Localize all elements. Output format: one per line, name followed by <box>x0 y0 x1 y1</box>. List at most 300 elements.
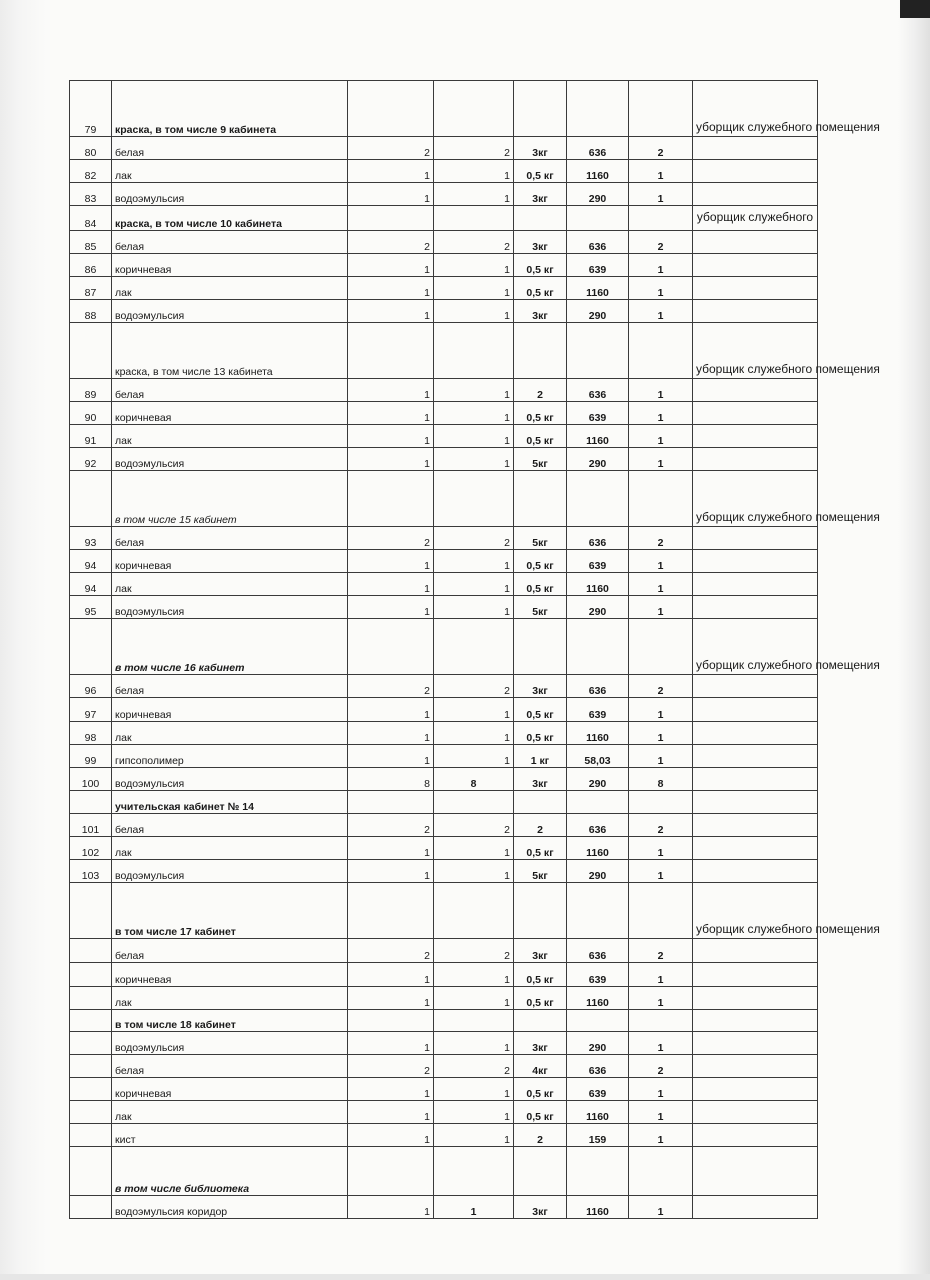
unit-cell: 5кг <box>514 596 567 619</box>
price-cell: 636 <box>567 814 629 837</box>
item-name-cell: белая <box>112 379 348 402</box>
item-name-cell: лак <box>112 837 348 860</box>
price-cell: 290 <box>567 768 629 791</box>
responsible-cell <box>693 231 818 254</box>
quantity-planned-cell: 1 <box>348 1078 434 1101</box>
price-cell: 639 <box>567 1078 629 1101</box>
unit-cell: 0,5 кг <box>514 722 567 745</box>
responsible-cell <box>693 860 818 883</box>
unit-cell: 4кг <box>514 1055 567 1078</box>
table-row <box>70 1196 818 1219</box>
price-cell <box>567 883 629 939</box>
price-cell: 58,03 <box>567 745 629 768</box>
quantity-issued-cell: 2 <box>629 137 693 160</box>
unit-cell: 3кг <box>514 183 567 206</box>
row-number-cell: 89 <box>70 379 112 402</box>
row-number-cell: 94 <box>70 550 112 573</box>
row-number-cell: 97 <box>70 698 112 722</box>
quantity-planned-cell: 1 <box>348 860 434 883</box>
quantity-issued-cell: 1 <box>629 596 693 619</box>
item-name-cell: белая <box>112 1055 348 1078</box>
unit-cell <box>514 471 567 527</box>
quantity-issued-cell: 1 <box>629 1124 693 1147</box>
row-number-cell: 95 <box>70 596 112 619</box>
quantity-issued-cell <box>629 1147 693 1196</box>
quantity-issued-cell: 1 <box>629 448 693 471</box>
price-cell: 290 <box>567 596 629 619</box>
quantity-planned-cell: 1 <box>348 1032 434 1055</box>
materials-table <box>69 80 880 1219</box>
price-cell: 1160 <box>567 722 629 745</box>
price-cell: 639 <box>567 963 629 987</box>
quantity-issued-cell: 2 <box>629 675 693 698</box>
unit-cell: 3кг <box>514 768 567 791</box>
price-cell: 1160 <box>567 987 629 1010</box>
row-number-cell: 84 <box>70 206 112 231</box>
quantity-planned-cell: 1 <box>348 596 434 619</box>
quantity-issued-cell: 2 <box>629 939 693 963</box>
table-row <box>70 745 818 768</box>
quantity-needed-cell <box>434 1147 514 1196</box>
item-name-cell: краска, в том числе 10 кабинета <box>112 206 348 231</box>
item-name-cell: коричневая <box>112 698 348 722</box>
unit-cell: 0,5 кг <box>514 425 567 448</box>
item-name-cell: коричневая <box>112 254 348 277</box>
table-row <box>70 300 818 323</box>
quantity-needed-cell: 1 <box>434 698 514 722</box>
quantity-needed-cell: 2 <box>434 527 514 550</box>
table-row <box>70 471 818 527</box>
unit-cell: 2 <box>514 814 567 837</box>
quantity-needed-cell: 1 <box>434 722 514 745</box>
quantity-issued-cell: 2 <box>629 1055 693 1078</box>
quantity-needed-cell: 1 <box>434 1078 514 1101</box>
responsible-cell <box>693 277 818 300</box>
price-cell: 636 <box>567 379 629 402</box>
quantity-needed-cell: 1 <box>434 745 514 768</box>
price-cell: 159 <box>567 1124 629 1147</box>
quantity-planned-cell: 1 <box>348 1196 434 1219</box>
row-number-cell <box>70 1055 112 1078</box>
price-cell: 639 <box>567 402 629 425</box>
unit-cell: 2 <box>514 1124 567 1147</box>
quantity-needed-cell <box>434 791 514 814</box>
quantity-needed-cell: 2 <box>434 137 514 160</box>
item-name-cell: коричневая <box>112 402 348 425</box>
unit-cell: 0,5 кг <box>514 160 567 183</box>
quantity-issued-cell: 1 <box>629 1078 693 1101</box>
quantity-needed-cell <box>434 81 514 137</box>
price-cell <box>567 206 629 231</box>
row-number-cell: 80 <box>70 137 112 160</box>
price-cell: 636 <box>567 1055 629 1078</box>
unit-cell: 5кг <box>514 448 567 471</box>
quantity-issued-cell: 1 <box>629 722 693 745</box>
responsible-cell <box>693 1078 818 1101</box>
table-row <box>70 323 818 379</box>
price-cell: 290 <box>567 448 629 471</box>
item-name-cell: лак <box>112 573 348 596</box>
unit-cell: 0,5 кг <box>514 277 567 300</box>
item-name-cell: коричневая <box>112 963 348 987</box>
row-number-cell <box>70 987 112 1010</box>
item-name-cell: в том числе 17 кабинет <box>112 883 348 939</box>
responsible-cell <box>693 425 818 448</box>
responsible-cell <box>693 939 818 963</box>
unit-cell: 0,5 кг <box>514 837 567 860</box>
quantity-issued-cell: 2 <box>629 527 693 550</box>
item-name-cell: краска, в том числе 9 кабинета <box>112 81 348 137</box>
quantity-planned-cell: 1 <box>348 722 434 745</box>
scan-corner-mark <box>900 0 930 18</box>
responsible-cell <box>693 160 818 183</box>
unit-cell: 3кг <box>514 675 567 698</box>
responsible-cell <box>693 1101 818 1124</box>
unit-cell <box>514 791 567 814</box>
price-cell: 290 <box>567 860 629 883</box>
unit-cell: 0,5 кг <box>514 573 567 596</box>
quantity-needed-cell: 1 <box>434 573 514 596</box>
price-cell: 290 <box>567 1032 629 1055</box>
quantity-issued-cell: 1 <box>629 379 693 402</box>
unit-cell: 0,5 кг <box>514 1078 567 1101</box>
item-name-cell: белая <box>112 675 348 698</box>
item-name-cell: лак <box>112 1101 348 1124</box>
quantity-needed-cell: 1 <box>434 254 514 277</box>
item-name-cell: водоэмульсия <box>112 183 348 206</box>
quantity-needed-cell: 1 <box>434 183 514 206</box>
quantity-needed-cell: 1 <box>434 1101 514 1124</box>
responsible-cell <box>693 254 818 277</box>
item-name-cell: в том числе 15 кабинет <box>112 471 348 527</box>
quantity-needed-cell: 1 <box>434 987 514 1010</box>
quantity-issued-cell: 1 <box>629 183 693 206</box>
quantity-issued-cell: 1 <box>629 573 693 596</box>
quantity-planned-cell: 1 <box>348 379 434 402</box>
row-number-cell <box>70 619 112 675</box>
unit-cell: 1 кг <box>514 745 567 768</box>
quantity-needed-cell <box>434 471 514 527</box>
table-row <box>70 379 818 402</box>
responsible-cell <box>693 379 818 402</box>
responsible-cell <box>693 137 818 160</box>
scan-edge-left <box>0 0 46 1280</box>
row-number-cell: 96 <box>70 675 112 698</box>
row-number-cell <box>70 883 112 939</box>
responsible-cell <box>693 402 818 425</box>
table-row <box>70 963 818 987</box>
quantity-planned-cell: 1 <box>348 698 434 722</box>
unit-cell: 3кг <box>514 939 567 963</box>
price-cell <box>567 81 629 137</box>
quantity-issued-cell: 2 <box>629 231 693 254</box>
quantity-needed-cell: 1 <box>434 596 514 619</box>
row-number-cell <box>70 963 112 987</box>
price-cell: 636 <box>567 231 629 254</box>
price-cell: 1160 <box>567 277 629 300</box>
quantity-planned-cell: 1 <box>348 183 434 206</box>
item-name-cell: белая <box>112 939 348 963</box>
quantity-issued-cell: 1 <box>629 1101 693 1124</box>
price-cell: 1160 <box>567 573 629 596</box>
quantity-issued-cell: 8 <box>629 768 693 791</box>
responsible-cell <box>693 1124 818 1147</box>
quantity-needed-cell: 1 <box>434 425 514 448</box>
table-row <box>70 402 818 425</box>
unit-cell: 3кг <box>514 1032 567 1055</box>
quantity-needed-cell: 1 <box>434 160 514 183</box>
quantity-planned-cell: 2 <box>348 231 434 254</box>
responsible-cell <box>693 814 818 837</box>
table-row <box>70 791 818 814</box>
quantity-issued-cell: 1 <box>629 425 693 448</box>
responsible-cell: уборщик служебного помещения <box>693 471 818 527</box>
quantity-issued-cell: 1 <box>629 277 693 300</box>
price-cell <box>567 471 629 527</box>
quantity-issued-cell: 1 <box>629 860 693 883</box>
responsible-cell <box>693 1196 818 1219</box>
item-name-cell: коричневая <box>112 1078 348 1101</box>
item-name-cell: коричневая <box>112 550 348 573</box>
item-name-cell: водоэмульсия <box>112 768 348 791</box>
price-cell: 1160 <box>567 837 629 860</box>
quantity-needed-cell: 1 <box>434 837 514 860</box>
quantity-issued-cell <box>629 471 693 527</box>
quantity-needed-cell: 1 <box>434 1124 514 1147</box>
responsible-cell <box>693 675 818 698</box>
quantity-issued-cell: 1 <box>629 698 693 722</box>
quantity-planned-cell <box>348 1147 434 1196</box>
quantity-planned-cell <box>348 206 434 231</box>
quantity-needed-cell: 1 <box>434 300 514 323</box>
item-name-cell: кист <box>112 1124 348 1147</box>
responsible-cell: уборщик служебного помещения <box>693 323 818 379</box>
table-row <box>70 860 818 883</box>
table-row <box>70 81 818 137</box>
row-number-cell <box>70 1078 112 1101</box>
item-name-cell: гипсополимер <box>112 745 348 768</box>
item-name-cell: водоэмульсия коридор <box>112 1196 348 1219</box>
item-name-cell: белая <box>112 137 348 160</box>
table-row <box>70 768 818 791</box>
table-row <box>70 1032 818 1055</box>
table-row <box>70 698 818 722</box>
unit-cell <box>514 1010 567 1032</box>
quantity-needed-cell: 1 <box>434 379 514 402</box>
quantity-issued-cell: 1 <box>629 550 693 573</box>
unit-cell <box>514 1147 567 1196</box>
row-number-cell: 92 <box>70 448 112 471</box>
price-cell: 1160 <box>567 160 629 183</box>
responsible-cell <box>693 1010 818 1032</box>
table-body <box>70 81 880 1219</box>
responsible-text: уборщик служебного <box>696 210 814 224</box>
quantity-planned-cell: 1 <box>348 300 434 323</box>
unit-cell: 0,5 кг <box>514 1101 567 1124</box>
table-row <box>70 573 818 596</box>
unit-cell: 0,5 кг <box>514 963 567 987</box>
quantity-needed-cell: 1 <box>434 1032 514 1055</box>
quantity-planned-cell <box>348 1010 434 1032</box>
price-cell: 290 <box>567 183 629 206</box>
unit-cell <box>514 619 567 675</box>
table-row <box>70 1124 818 1147</box>
row-number-cell: 87 <box>70 277 112 300</box>
table-row <box>70 550 818 573</box>
unit-cell: 3кг <box>514 1196 567 1219</box>
unit-cell: 0,5 кг <box>514 550 567 573</box>
table-row <box>70 619 818 675</box>
quantity-issued-cell: 1 <box>629 300 693 323</box>
table-row <box>70 254 818 277</box>
row-number-cell <box>70 471 112 527</box>
item-name-cell: лак <box>112 277 348 300</box>
responsible-cell <box>693 745 818 768</box>
price-cell: 639 <box>567 550 629 573</box>
quantity-planned-cell: 1 <box>348 160 434 183</box>
unit-cell: 0,5 кг <box>514 254 567 277</box>
responsible-cell <box>693 837 818 860</box>
table-row <box>70 675 818 698</box>
quantity-planned-cell: 1 <box>348 573 434 596</box>
responsible-cell <box>693 722 818 745</box>
quantity-planned-cell <box>348 471 434 527</box>
unit-cell: 0,5 кг <box>514 987 567 1010</box>
quantity-planned-cell: 8 <box>348 768 434 791</box>
table-row <box>70 1101 818 1124</box>
unit-cell: 3кг <box>514 231 567 254</box>
item-name-cell: в том числе библиотека <box>112 1147 348 1196</box>
row-number-cell <box>70 791 112 814</box>
quantity-planned-cell: 1 <box>348 425 434 448</box>
table-row <box>70 1055 818 1078</box>
table-row <box>70 814 818 837</box>
row-number-cell: 93 <box>70 527 112 550</box>
item-name-cell: в том числе 18 кабинет <box>112 1010 348 1032</box>
quantity-needed-cell <box>434 883 514 939</box>
responsible-cell <box>693 1055 818 1078</box>
unit-cell <box>514 323 567 379</box>
quantity-issued-cell: 1 <box>629 160 693 183</box>
quantity-planned-cell <box>348 791 434 814</box>
price-cell: 1160 <box>567 425 629 448</box>
quantity-issued-cell <box>629 81 693 137</box>
item-name-cell: краска, в том числе 13 кабинета <box>112 323 348 379</box>
quantity-needed-cell: 1 <box>434 277 514 300</box>
quantity-planned-cell: 1 <box>348 550 434 573</box>
table-row <box>70 939 818 963</box>
row-number-cell: 91 <box>70 425 112 448</box>
quantity-issued-cell: 2 <box>629 814 693 837</box>
responsible-cell <box>693 527 818 550</box>
row-number-cell: 83 <box>70 183 112 206</box>
item-name-cell: водоэмульсия <box>112 596 348 619</box>
table-row <box>70 1010 818 1032</box>
responsible-cell: уборщик служебного помещения <box>693 619 818 675</box>
quantity-issued-cell: 1 <box>629 837 693 860</box>
table-row <box>70 183 818 206</box>
responsible-cell <box>693 963 818 987</box>
item-name-cell: лак <box>112 987 348 1010</box>
table-row <box>70 277 818 300</box>
responsible-cell <box>693 1147 818 1196</box>
row-number-cell: 79 <box>70 81 112 137</box>
quantity-planned-cell <box>348 619 434 675</box>
quantity-issued-cell <box>629 323 693 379</box>
row-number-cell: 102 <box>70 837 112 860</box>
row-number-cell <box>70 939 112 963</box>
item-name-cell: лак <box>112 722 348 745</box>
responsible-cell <box>693 698 818 722</box>
quantity-needed-cell <box>434 1010 514 1032</box>
quantity-issued-cell: 1 <box>629 254 693 277</box>
quantity-planned-cell: 2 <box>348 814 434 837</box>
unit-cell <box>514 883 567 939</box>
unit-cell: 5кг <box>514 527 567 550</box>
quantity-needed-cell: 1 <box>434 860 514 883</box>
quantity-issued-cell <box>629 791 693 814</box>
quantity-needed-cell: 1 <box>434 402 514 425</box>
price-cell <box>567 1147 629 1196</box>
quantity-planned-cell: 1 <box>348 837 434 860</box>
responsible-cell <box>693 448 818 471</box>
quantity-issued-cell <box>629 619 693 675</box>
quantity-needed-cell: 2 <box>434 939 514 963</box>
quantity-needed-cell <box>434 206 514 231</box>
price-cell <box>567 791 629 814</box>
quantity-planned-cell <box>348 323 434 379</box>
responsible-cell <box>693 596 818 619</box>
responsible-cell <box>693 987 818 1010</box>
table-row <box>70 527 818 550</box>
unit-cell <box>514 206 567 231</box>
table-row <box>70 206 818 231</box>
table-row <box>70 137 818 160</box>
quantity-planned-cell: 1 <box>348 402 434 425</box>
quantity-planned-cell: 2 <box>348 675 434 698</box>
quantity-needed-cell: 1 <box>434 963 514 987</box>
quantity-planned-cell: 2 <box>348 1055 434 1078</box>
quantity-planned-cell: 1 <box>348 448 434 471</box>
quantity-issued-cell: 1 <box>629 745 693 768</box>
table-row <box>70 1147 818 1196</box>
row-number-cell <box>70 1032 112 1055</box>
quantity-issued-cell: 1 <box>629 987 693 1010</box>
quantity-planned-cell: 2 <box>348 939 434 963</box>
responsible-cell: уборщик служебного помещения <box>693 883 818 939</box>
price-cell: 290 <box>567 300 629 323</box>
table-row <box>70 883 818 939</box>
quantity-issued-cell <box>629 206 693 231</box>
quantity-needed-cell: 1 <box>434 1196 514 1219</box>
quantity-planned-cell <box>348 883 434 939</box>
scan-edge-right <box>898 0 930 1280</box>
row-number-cell: 99 <box>70 745 112 768</box>
unit-cell: 3кг <box>514 300 567 323</box>
item-name-cell: лак <box>112 425 348 448</box>
quantity-needed-cell: 1 <box>434 550 514 573</box>
item-name-cell: учительская кабинет № 14 <box>112 791 348 814</box>
item-name-cell: водоэмульсия <box>112 300 348 323</box>
unit-cell: 0,5 кг <box>514 402 567 425</box>
responsible-cell <box>693 206 818 231</box>
row-number-cell: 86 <box>70 254 112 277</box>
table-row <box>70 722 818 745</box>
quantity-issued-cell <box>629 883 693 939</box>
quantity-planned-cell <box>348 81 434 137</box>
row-number-cell <box>70 1147 112 1196</box>
responsible-cell <box>693 573 818 596</box>
